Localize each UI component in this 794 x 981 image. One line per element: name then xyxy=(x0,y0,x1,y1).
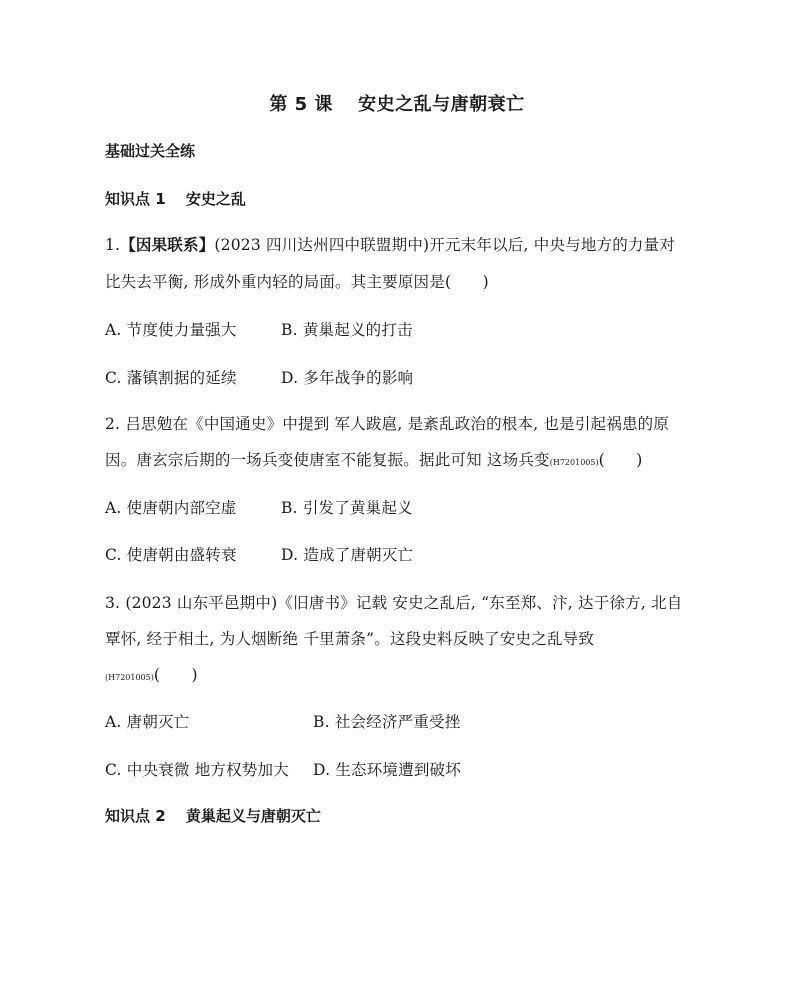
question-3-option-b: B. 社会经济严重受挫 xyxy=(313,713,461,731)
question-tag: 【因果联系】 xyxy=(120,236,215,254)
question-1-line-2: 比失去平衡, 形成外重内轻的局面。其主要原因是( ) xyxy=(105,273,489,291)
section-heading: 基础过关全练 xyxy=(105,142,196,160)
question-number: 1. xyxy=(105,236,121,254)
knowledge-point-heading: 知识点 2 黄巢起义与唐朝灭亡 xyxy=(105,807,321,825)
question-2-line-1: 2. 吕思勉在《中国通史》中提到 军人跋扈, 是紊乱政治的根本, 也是引起祸患的原 xyxy=(105,415,670,433)
question-1-option-d: D. 多年战争的影响 xyxy=(281,369,414,387)
knowledge-point-heading: 知识点 1 安史之乱 xyxy=(105,190,246,208)
question-2-option-a: A. 使唐朝内部空虚 xyxy=(105,499,237,517)
question-2-option-d: D. 造成了唐朝灭亡 xyxy=(281,546,414,564)
answer-blank: ( ) xyxy=(153,666,198,684)
question-1-option-b: B. 黄巢起义的打击 xyxy=(281,321,413,339)
lesson-title: 第 5 课 安史之乱与唐朝衰亡 xyxy=(269,94,525,115)
answer-blank: ( ) xyxy=(598,451,643,469)
question-2-line-2 xyxy=(105,448,643,470)
question-3-line-2: 覃怀, 经于相土, 为人烟断绝 千里萧条”。这段史料反映了安史之乱导致 xyxy=(105,630,595,648)
question-3-option-d: D. 生态环境遭到破坏 xyxy=(313,761,461,779)
question-code: (H7201005) xyxy=(549,458,599,467)
question-code: (H7201005) xyxy=(105,673,154,682)
question-text: 因。唐玄宗后期的一场兵变使唐室不能复振。据此可知 这场兵变 xyxy=(105,451,550,469)
question-3-option-a: A. 唐朝灭亡 xyxy=(105,713,190,731)
question-2-option-c: C. 使唐朝由盛转衰 xyxy=(105,546,237,564)
question-text: (2023 四川达州四中联盟期中)开元末年以后, 中央与地方的力量对 xyxy=(214,236,676,254)
question-1-option-a: A. 节度使力量强大 xyxy=(105,321,237,339)
question-1-line-1 xyxy=(105,233,675,255)
question-2-option-b: B. 引发了黄巢起义 xyxy=(281,499,413,517)
question-3-option-c: C. 中央衰微 地方权势加大 xyxy=(105,761,289,779)
question-3-line-3 xyxy=(105,663,198,685)
question-1-option-c: C. 藩镇割据的延续 xyxy=(105,369,237,387)
question-3-line-1: 3. (2023 山东平邑期中)《旧唐书》记载 安史之乱后, “东至郑、汴, 达于徐方, 北自 xyxy=(105,594,683,612)
